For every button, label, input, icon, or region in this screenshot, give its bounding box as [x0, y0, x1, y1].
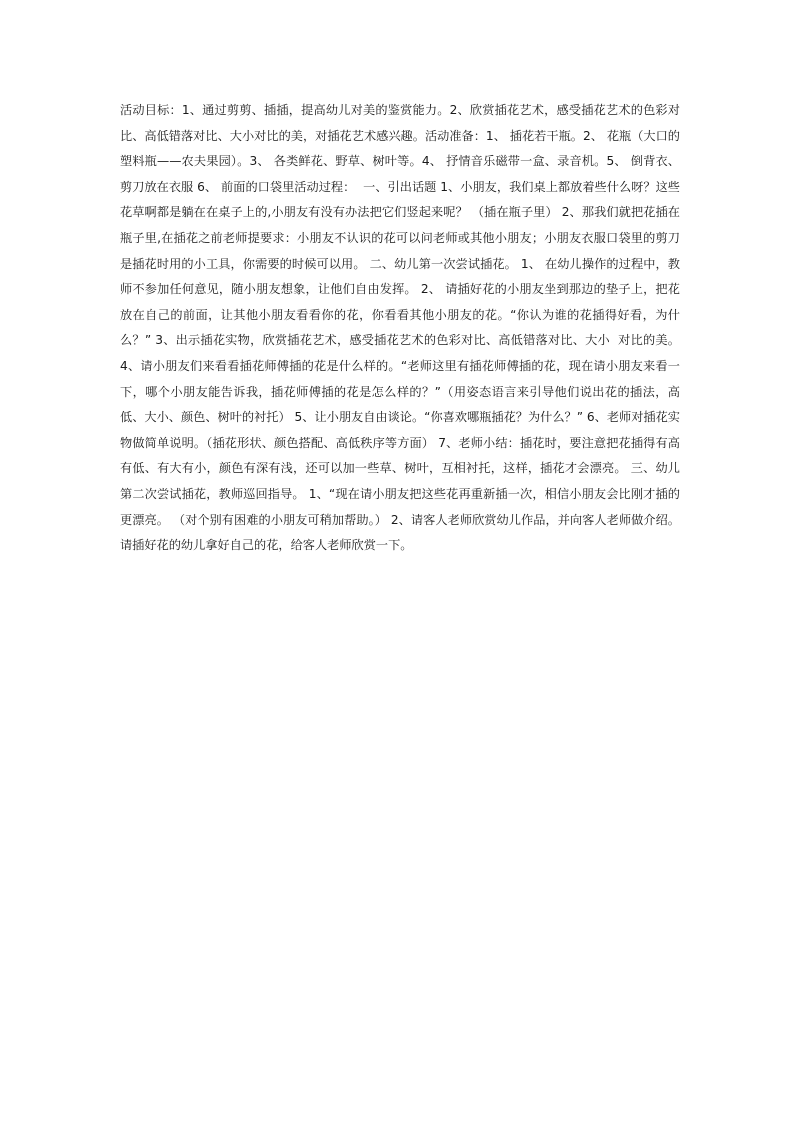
document-body-text: 活动目标：1、通过剪剪、插插，提高幼儿对美的鉴赏能力。2、欣赏插花艺术，感受插花艺术的色彩对比、高低错落对比、大小对比的美，对插花艺术感兴趣。活动准备：1、 插花若干瓶。2、 花瓶（大口的塑料瓶——农夫果园）。3、 各类鲜花、野草、树叶等。4、 抒情音乐磁带一盒、录音机。5、 倒背衣、剪刀放在衣服 6、 前面的口袋里活动过程： 一、引出话题 1、小朋友，我们桌上都放着些什么呀？这些花草啊都是躺在在桌子上的,小朋友有没有办法把它们竖起来呢？ （插在瓶子里） 2、那我们就把花插在瓶子里,在插花之前老师提要求：小朋友不认识的花可以问老师或其他小朋友；小朋友衣服口袋里的剪刀是插花时用的小工具，你需要的时候可以用。 二、幼儿第一次尝试插花。 1、 在幼儿操作的过程中，教师不参加任何意见，随小朋友想象，让他们自由发挥。 2、 请插好花的小朋友坐到那边的垫子上，把花放在自己的前面，让其他小朋友看看你的花，你看看其他小朋友的花。“你认为谁的花插得好看，为什么？” 3、出示插花实物，欣赏插花艺术，感受插花艺术的色彩对比、高低错落对比、大小 对比的美。 4、请小朋友们来看看插花师傅插的花是什么样的。“老师这里有插花师傅插的花，现在请小朋友来看一下，哪个小朋友能告诉我，插花师傅插的花是怎么样的？”（用姿态语言来引导他们说出花的插法，高低、大小、颜色、树叶的衬托） 5、让小朋友自由谈论。“你喜欢哪瓶插花？为什么？” 6、老师对插花实物做简单说明。（插花形状、颜色搭配、高低秩序等方面） 7、老师小结：插花时，要注意把花插得有高有低、有大有小，颜色有深有浅，还可以加一些草、树叶，互相衬托，这样，插花才会漂亮。 三、幼儿第二次尝试插花，教师巡回指导。 1、“现在请小朋友把这些花再重新插一次，相信小朋友会比刚才插的更漂亮。 （对个别有困难的小朋友可稍加帮助。） 2、请客人老师欣赏幼儿作品，并向客人老师做介绍。 请插好花的幼儿拿好自己的花，给客人老师欣赏一下。: [120, 103, 684, 553]
